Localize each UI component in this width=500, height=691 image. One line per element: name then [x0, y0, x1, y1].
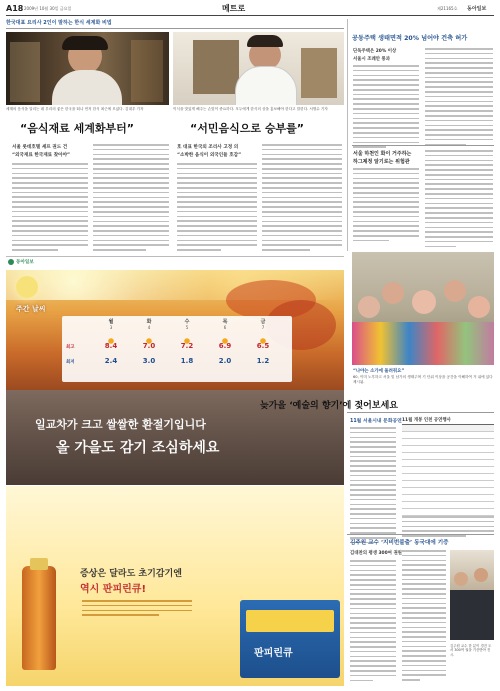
- right-middle-headline: 서울 하천인 화이 거주하는: [353, 151, 412, 157]
- product-box-brand: 판피린큐: [254, 648, 293, 659]
- photo-caption-right: 이식을 맛있게 해주는 손맛이 중요하다. 모두에게 한식의 상을 홍보해야 한다고 말한다. 서명수 기자: [173, 107, 328, 111]
- quote-right: “서민음식으로 승부를”: [190, 122, 304, 135]
- festival-caption: 60, 이미 노후하고 서울 및 남가의 생태주며 기 단위 이상을 공간을 이해하여 거 위에 있다 제시됨.: [353, 375, 493, 385]
- ad-banner-line2: 올 가을도 감기 조심하세요: [56, 440, 220, 456]
- product-ad-bullets: [82, 600, 192, 619]
- weather-max-temp: 6.5: [256, 342, 270, 350]
- weather-min-temp: 2.0: [218, 357, 232, 365]
- culture-table: [402, 424, 494, 513]
- weather-day: 수: [184, 319, 190, 325]
- product-bottle-cap: [30, 558, 48, 570]
- weather-day: 목: [222, 319, 228, 325]
- right-middle-headline-2: 하그제정 알기로는 위험관: [353, 159, 410, 165]
- paper-logo: 동아일보: [8, 259, 34, 265]
- donation-photo: [450, 550, 494, 640]
- column-title-rule: [347, 412, 494, 413]
- right-top-sub1: 단독주택은 20% 이상: [353, 49, 397, 54]
- weather-min-temp: 3.0: [142, 357, 156, 365]
- weather-day: 금: [260, 319, 266, 325]
- weather-max-temp: 7.0: [142, 342, 156, 350]
- logo-mark-icon: [8, 259, 14, 265]
- section-title: 메트로: [222, 4, 246, 13]
- weather-date: 3: [109, 325, 113, 330]
- donation-body-col1: [350, 560, 396, 684]
- donation-body-col2: [402, 550, 446, 684]
- right-middle-body-col1: [353, 168, 419, 245]
- donation-caption: 김주원 교수 한 분이 경건 도서 300여 권을 기증받아 전시.: [450, 644, 492, 657]
- right-top-body-col1: [353, 65, 419, 151]
- product-bottle-left: [22, 566, 56, 670]
- right-subhead-2: “소박한 음식이 외국인들 호감”: [177, 153, 242, 158]
- photo-caption-left: 세계의 음식을 알리는 데 우리의 좋은 한국을 떠나 먼저 한식 최근에 모았다. 김대우 기자: [6, 107, 144, 111]
- donation-rule: [347, 534, 494, 535]
- product-box: [240, 600, 340, 678]
- quote-left: “음식재료 세계화부터”: [20, 122, 134, 135]
- page-number: A18: [6, 4, 24, 13]
- weather-day: 월: [108, 319, 114, 325]
- weather-min-label: 최저: [66, 360, 75, 365]
- weather-max-temp: 7.2: [180, 342, 194, 350]
- header-rule: [6, 15, 494, 16]
- donation-subhead: 김대찬의 평생 300여 권원: [350, 551, 402, 556]
- article-body-col1: [12, 163, 88, 254]
- ad-banner-line1: 일교차가 크고 쌀쌀한 환절기입니다: [35, 418, 206, 431]
- article-body-col2: [93, 144, 169, 254]
- bottom-left-title: 11월 서울시내 문화공연: [350, 419, 402, 424]
- weather-min-temp: 2.4: [104, 357, 118, 365]
- logo-band-rule: [6, 256, 344, 257]
- right-subhead-1: 호 대표 한국외 조리사 고정 의: [177, 145, 239, 150]
- culture-table-title: 11월 개봉 인천 공연행사: [402, 418, 451, 423]
- right-festival-photo: [352, 252, 494, 365]
- product-ad-line1: 증상은 달라도 초기감기엔: [80, 569, 182, 579]
- weather-date: 4: [147, 325, 151, 330]
- top-story-small-headline: 한국대표 요리사 2인이 말하는 한식 세계화 비법: [6, 20, 112, 26]
- weather-min-temp: 1.2: [256, 357, 270, 365]
- issue-number: 제21165호: [437, 6, 458, 11]
- article-body-col3: [177, 163, 257, 254]
- weather-max-label: 최고: [66, 345, 75, 350]
- right-section-rule: [352, 145, 494, 146]
- right-top-body-col2: [425, 48, 493, 148]
- article-body-col4: [262, 144, 342, 254]
- weather-date: 7: [261, 325, 265, 330]
- chef-photo-right: [173, 32, 344, 105]
- culture-article-body-2: [402, 516, 494, 540]
- left-subhead-1: 서울 롯데호텔 셰프 권드 건: [12, 145, 68, 150]
- weather-max-temp: 8.4: [104, 342, 118, 350]
- chef-photo-left: [6, 32, 169, 105]
- weather-title: 주간 날씨: [16, 305, 46, 313]
- column-title: 늦가을 ‘예술의 향기’에 젖어보세요: [260, 401, 398, 411]
- weather-date: 6: [223, 325, 227, 330]
- weather-max-temp: 6.9: [218, 342, 232, 350]
- donation-headline: 김주원 교수 ‘지비번불출’ 동국대에 기증: [350, 540, 449, 546]
- weather-day: 화: [146, 319, 152, 325]
- right-top-sub2: 서울시 조례안 통과: [353, 57, 390, 62]
- right-top-headline: 공동주택 생태면적 20% 넘어야 건축 허가: [352, 35, 468, 42]
- page-date: 2009년 10월 30일 금요일: [24, 6, 72, 11]
- column-divider-right: [347, 19, 348, 251]
- weather-date: 5: [185, 325, 189, 330]
- culture-article-body: [350, 427, 396, 547]
- paper-name: 동아일보: [467, 6, 487, 12]
- left-subhead-2: “외국재료 한국재료 찾아야”: [12, 153, 71, 158]
- right-middle-body-col2: [425, 150, 493, 250]
- festival-caption-title: “나야는 소가에 돌려줘요”: [353, 369, 405, 374]
- top-story-rule: [6, 28, 344, 29]
- product-ad-line2: 역시 판피린큐!: [80, 584, 147, 595]
- weather-min-temp: 1.8: [180, 357, 194, 365]
